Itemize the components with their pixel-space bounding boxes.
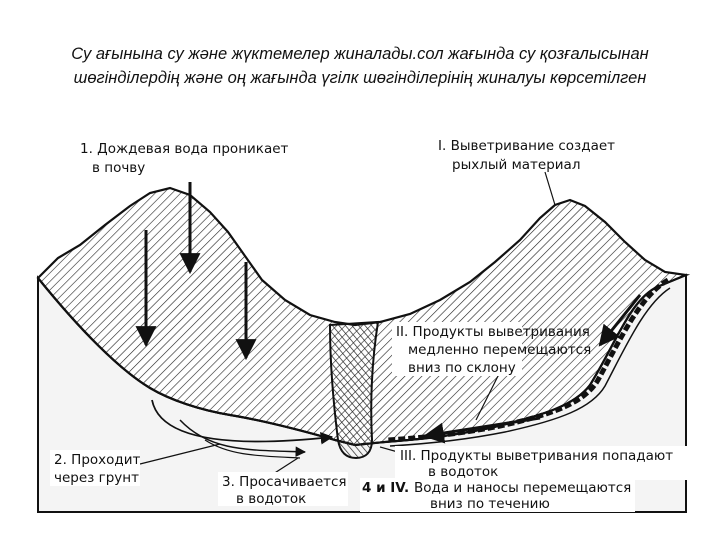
label-slope-line1: II. Продукты выветривания xyxy=(396,324,590,340)
label-flow-line1: Вода и наносы перемещаются xyxy=(414,480,632,496)
label-stream-line1: III. Продукты выветривания попадают xyxy=(400,448,674,464)
label-stream-line2: в водоток xyxy=(428,464,499,480)
label-ground-line2: через грунт xyxy=(54,470,139,486)
label-flow-line2: вниз по течению xyxy=(430,496,550,512)
label-slope-line2: медленно перемещаются xyxy=(408,342,592,358)
label-slope-line3: вниз по склону xyxy=(408,360,516,376)
label-weathering-line1: I. Выветривание создает xyxy=(438,138,616,154)
label-rain-line2: в почву xyxy=(92,160,146,176)
label-ground-line1: 2. Проходит xyxy=(54,452,141,468)
label-seep-line2: в водоток xyxy=(236,491,307,507)
label-seep-line1: 3. Просачивается xyxy=(222,474,347,490)
label-flow-number: 4 и IV. xyxy=(362,480,410,496)
leader-weathering xyxy=(545,172,555,205)
caption-line-1: Су ағынына су және жүктемелер жиналады.сол жағында су қозғалысынан xyxy=(71,45,649,63)
caption-line-2: шөгінділердің және оң жағында үгілк шөгінділерінің жиналуы көрсетілген xyxy=(73,69,647,87)
label-rain-line1: 1. Дождевая вода проникает xyxy=(80,141,289,157)
stream-channel xyxy=(330,322,378,458)
label-weathering-line2: рыхлый материал xyxy=(452,157,581,173)
